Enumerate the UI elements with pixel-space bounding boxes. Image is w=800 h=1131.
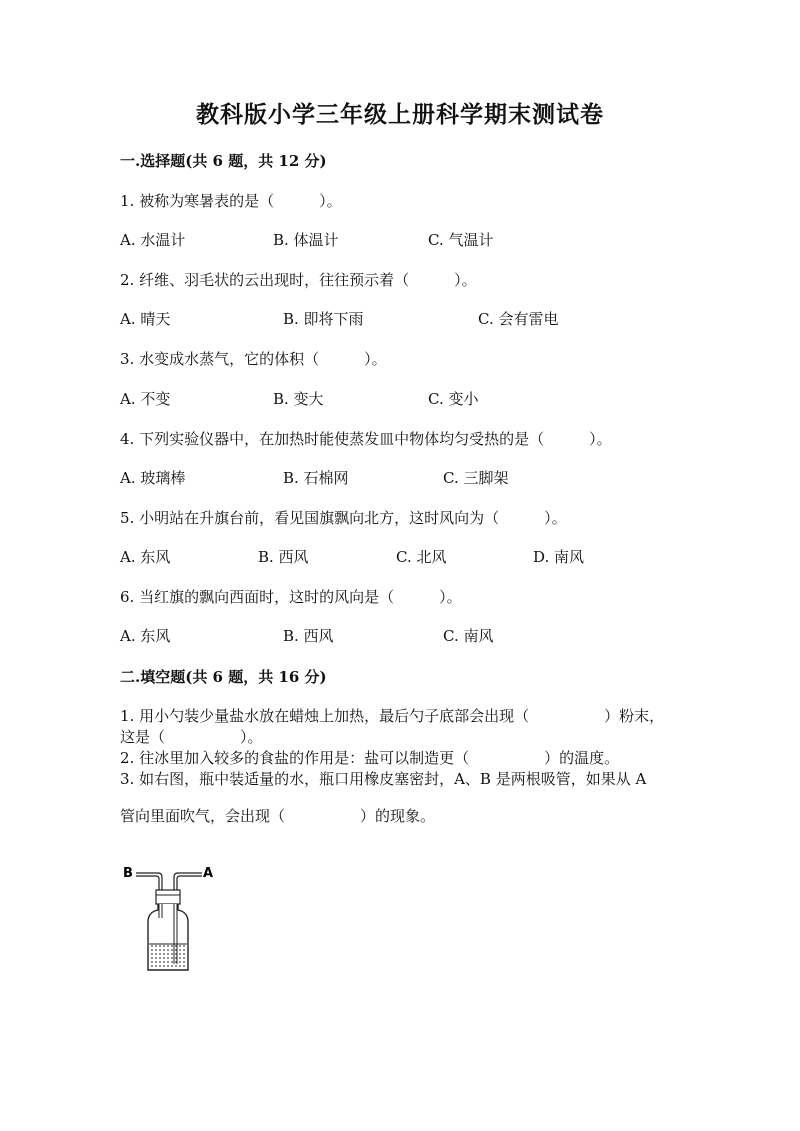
q5-option-a: A. 东风 [120, 548, 171, 566]
label-a: A [203, 866, 214, 881]
question-3: 3. 水变成水蒸气，它的体积（ ）。 [120, 350, 387, 368]
question-6: 6. 当红旗的飘向西面时，这时的风向是（ ）。 [120, 588, 462, 606]
q6-option-b: B. 西风 [283, 627, 334, 645]
question-4: 4. 下列实验仪器中，在加热时能使蒸发皿中物体均匀受热的是（ ）。 [120, 430, 612, 448]
label-b: B [123, 866, 133, 881]
fill-line-2: 这是（ ）。 [120, 728, 263, 746]
question-5: 5. 小明站在升旗台前，看见国旗飘向北方，这时风向为（ ）。 [120, 509, 567, 527]
q4-option-a: A. 玻璃棒 [120, 469, 186, 487]
q2-option-b: B. 即将下雨 [283, 310, 364, 328]
page-title: 教科版小学三年级上册科学期末测试卷 [196, 101, 604, 128]
section-heading-fill: 二.填空题(共 6 题，共 16 分) [120, 668, 327, 686]
question-1: 1. 被称为寒暑表的是（ ）。 [120, 192, 342, 210]
q4-option-c: C. 三脚架 [443, 469, 509, 487]
q2-option-a: A. 晴天 [120, 310, 171, 328]
q3-option-b: B. 变大 [273, 390, 324, 408]
q6-option-a: A. 东风 [120, 627, 171, 645]
q4-option-b: B. 石棉网 [283, 469, 349, 487]
fill-line-4: 3. 如右图，瓶中装适量的水，瓶口用橡皮塞密封，A、B 是两根吸管，如果从 A [120, 770, 647, 788]
bottle-diagram [118, 860, 228, 980]
q5-option-d: D. 南风 [533, 548, 585, 566]
q5-option-b: B. 西风 [258, 548, 309, 566]
q3-option-a: A. 不变 [120, 390, 171, 408]
section-heading-choice: 一.选择题(共 6 题，共 12 分) [120, 152, 327, 170]
q2-option-c: C. 会有雷电 [478, 310, 559, 328]
q5-option-c: C. 北风 [396, 548, 447, 566]
fill-line-5: 管向里面吹气，会出现（ ）的现象。 [120, 807, 436, 825]
q1-option-b: B. 体温计 [273, 231, 339, 249]
q3-option-c: C. 变小 [428, 390, 479, 408]
fill-line-3: 2. 往冰里加入较多的食盐的作用是：盐可以制造更（ ）的温度。 [120, 749, 620, 767]
fill-line-1: 1. 用小勺装少量盐水放在蜡烛上加热，最后勺子底部会出现（ ）粉末， [120, 707, 665, 725]
q1-option-a: A. 水温计 [120, 231, 186, 249]
q1-option-c: C. 气温计 [428, 231, 494, 249]
q6-option-c: C. 南风 [443, 627, 494, 645]
question-2: 2. 纤维、羽毛状的云出现时，往往预示着（ ）。 [120, 271, 477, 289]
